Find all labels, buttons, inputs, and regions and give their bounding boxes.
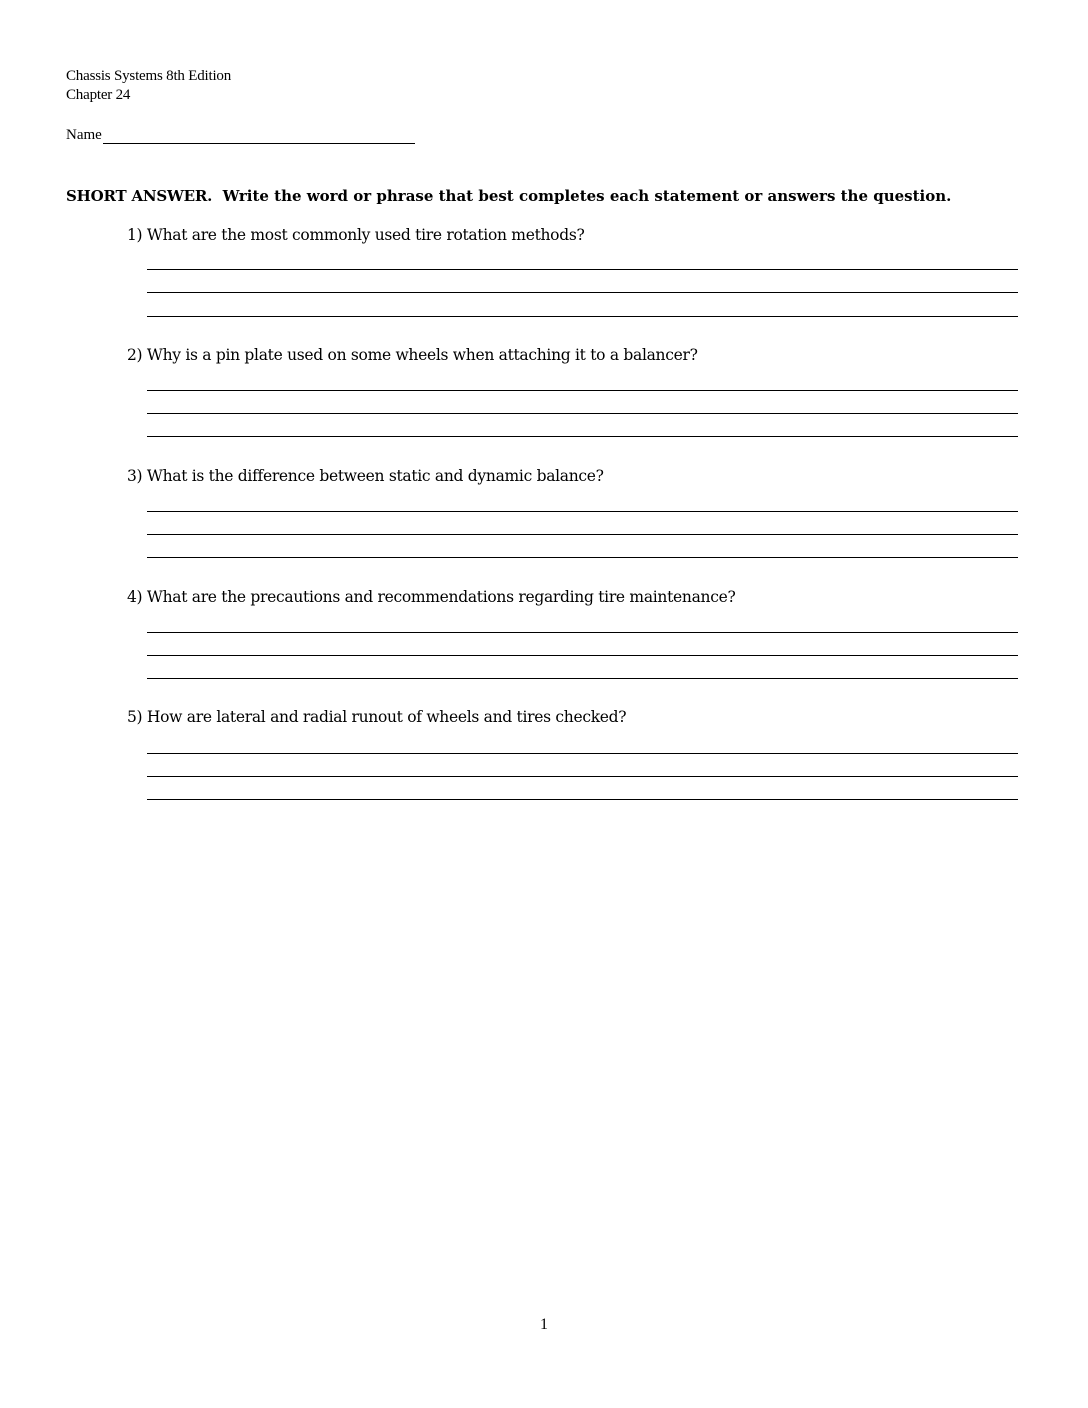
chapter-label: Chapter 24 [66,87,131,103]
name-row [66,126,415,144]
question-2: 2) Why is a pin plate used on some wheels when attaching it to a balancer? [127,346,698,364]
answer-line[interactable] [147,413,1018,414]
answer-line[interactable] [147,269,1018,270]
answer-line[interactable] [147,316,1018,317]
answer-line[interactable] [147,511,1018,512]
answer-line[interactable] [147,292,1018,293]
answer-line[interactable] [147,655,1018,656]
book-title: Chassis Systems 8th Edition [66,68,232,84]
answer-line[interactable] [147,534,1018,535]
answer-line[interactable] [147,753,1018,754]
answer-line[interactable] [147,678,1018,679]
answer-line[interactable] [147,436,1018,437]
question-4: 4) What are the precautions and recommendations regarding tire maintenance? [127,588,736,606]
instructions-text: Write the word or phrase that best completes each statement or answers the question. [222,187,952,205]
answer-line[interactable] [147,799,1018,800]
name-field-line[interactable] [103,126,415,144]
name-label: Name [66,127,102,143]
question-3: 3) What is the difference between static and dynamic balance? [127,467,604,485]
instructions-lead: SHORT ANSWER. [66,187,213,205]
answer-line[interactable] [147,557,1018,558]
question-5: 5) How are lateral and radial runout of wheels and tires checked? [127,708,627,726]
answer-line[interactable] [147,390,1018,391]
instructions [66,186,951,206]
answer-line[interactable] [147,632,1018,633]
page-number: 1 [540,1316,548,1333]
question-1: 1) What are the most commonly used tire rotation methods? [127,226,585,244]
answer-line[interactable] [147,776,1018,777]
